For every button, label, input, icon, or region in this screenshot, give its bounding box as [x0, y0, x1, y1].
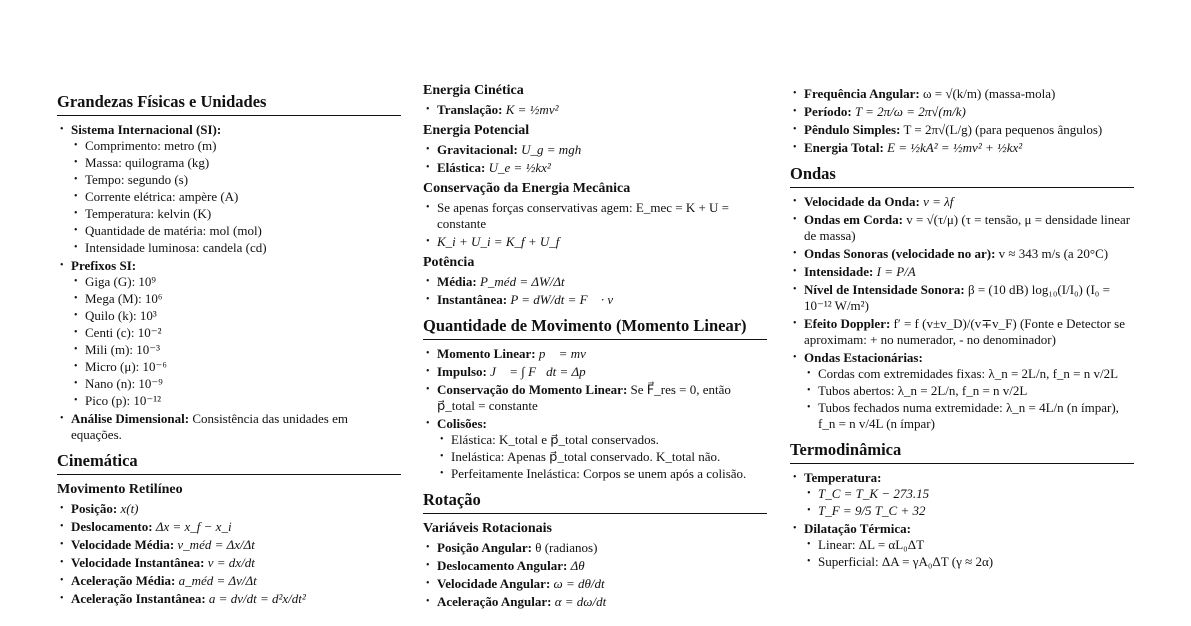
item-formula: p⃗ = mv⃗: [535, 346, 596, 361]
list-item: [790, 104, 1134, 120]
list-item: [423, 540, 767, 556]
colisoes-label: Colisões:: [437, 416, 487, 431]
item-label: Intensidade:: [804, 264, 874, 279]
item-formula: U_e = ½kx²: [485, 160, 551, 175]
list-item: • T_F = 9/5 T_C + 32: [804, 503, 1134, 519]
list-item-prefixos: [57, 258, 401, 409]
section-title-grandezas: Grandezas Físicas e Unidades: [57, 92, 401, 116]
column-2: [423, 78, 767, 612]
item-label: Conservação do Momento Linear:: [437, 382, 628, 397]
list-item: • Quilo (k): 10³: [71, 308, 401, 324]
item-formula: v ≈ 343 m/s (a 20°C): [995, 246, 1109, 261]
column-3: [790, 86, 1134, 572]
list-item: [57, 501, 401, 517]
list-item: • Massa: quilograma (kg): [71, 155, 401, 171]
list-item: • Tempo: segundo (s): [71, 172, 401, 188]
item-label: Impulso:: [437, 364, 487, 379]
list-item: • T_C = T_K − 273.15: [804, 486, 1134, 502]
subsection-title-variaveis-rotacionais: Variáveis Rotacionais: [423, 521, 552, 536]
list-item: • Corrente elétrica: ampère (A): [71, 189, 401, 205]
item-formula: K = ½mv²: [502, 102, 559, 117]
item-label: Efeito Doppler:: [804, 316, 891, 331]
dilatacao-label: Dilatação Térmica:: [804, 521, 911, 536]
section-title-rotacao: Rotação: [423, 490, 767, 514]
item-formula: β = (10 dB) log₁₀(I/I₀) (I₀ = 10⁻¹² W/m²): [804, 282, 1110, 313]
list-item-temperatura: [790, 470, 1134, 519]
list-item: [790, 194, 1134, 210]
list-item: • Elástica: K_total e p⃗_total conservados.: [437, 432, 767, 448]
list-item: [57, 537, 401, 553]
item-formula: v = √(τ/μ) (τ = tensão, μ = densidade linear de massa): [804, 212, 1131, 243]
dimensional-text: Consistência das unidades em equações.: [71, 411, 348, 442]
list-item: [423, 594, 767, 610]
list-item: [57, 591, 401, 607]
list-item: [57, 519, 401, 535]
si-label: Sistema Internacional (SI):: [71, 122, 222, 137]
list-item-dilatacao: [790, 521, 1134, 570]
item-label: Frequência Angular:: [804, 86, 920, 101]
list-item: • Micro (μ): 10⁻⁶: [71, 359, 401, 375]
item-formula: x(t): [117, 501, 139, 516]
list-item: [423, 102, 767, 118]
ondas-estacionarias-label: Ondas Estacionárias:: [804, 350, 923, 365]
item-label: Posição Angular:: [437, 540, 532, 555]
item-label: Energia Total:: [804, 140, 884, 155]
item-formula: Se F⃗_res = 0, então p⃗_total = constante: [437, 382, 731, 413]
list-item: • Se apenas forças conservativas agem: E_mec = K + U = constante: [423, 200, 767, 232]
list-item: • Nano (n): 10⁻⁹: [71, 376, 401, 392]
item-formula: v = λf: [919, 194, 954, 209]
subsection-title-energia-potencial: Energia Potencial: [423, 123, 530, 138]
section-title-cinematica: Cinemática: [57, 451, 401, 475]
item-label: Momento Linear:: [437, 346, 536, 361]
item-formula: a_méd = Δv/Δt: [175, 573, 257, 588]
item-label: Posição:: [71, 501, 118, 516]
list-item-si: [57, 122, 401, 256]
item-formula: v_méd = Δx/Δt: [174, 537, 255, 552]
list-item: • Centi (c): 10⁻²: [71, 325, 401, 341]
list-item: • Quantidade de matéria: mol (mol): [71, 223, 401, 239]
item-label: Elástica:: [437, 160, 486, 175]
section-title-quantidade-movimento: Quantidade de Movimento (Momento Linear): [423, 316, 767, 340]
item-label: Ondas em Corda:: [804, 212, 903, 227]
item-formula: I = P/A: [873, 264, 916, 279]
list-item: [790, 122, 1134, 138]
item-label: Aceleração Instantânea:: [71, 591, 206, 606]
item-formula: ω = √(k/m) (massa-mola): [919, 86, 1056, 101]
item-formula: U_g = mgh: [517, 142, 582, 157]
list-item: • Temperatura: kelvin (K): [71, 206, 401, 222]
list-grandezas: [57, 122, 401, 443]
list-item: • Cordas com extremidades fixas: λ_n = 2L/n, f_n = n v/2L: [804, 366, 1134, 382]
item-formula: f′ = f (v±v_D)/(v∓v_F) (Fonte e Detector se aproximam: + no numerador, - no denominador): [804, 316, 1125, 347]
item-label: Gravitacional:: [437, 142, 518, 157]
item-formula: J⃗ = ∫ F⃗dt = Δp⃗: [486, 364, 596, 379]
list-item-colisoes: [423, 416, 767, 482]
item-formula: T = 2π/ω = 2π√(m/k): [851, 104, 966, 119]
item-label: Instantânea:: [437, 292, 508, 307]
list-item: [790, 264, 1134, 280]
item-label: Velocidade da Onda:: [804, 194, 920, 209]
list-item: [57, 555, 401, 571]
subsection-title-energia-cinetica: Energia Cinética: [423, 83, 524, 98]
dimensional-label: Análise Dimensional:: [71, 411, 190, 426]
list-item: • Giga (G): 10⁹: [71, 274, 401, 290]
item-label: Deslocamento:: [71, 519, 153, 534]
list-item: [57, 573, 401, 589]
item-label: Deslocamento Angular:: [437, 558, 568, 573]
item-label: Velocidade Média:: [71, 537, 175, 552]
list-item: • Comprimento: metro (m): [71, 138, 401, 154]
list-item: [423, 576, 767, 592]
list-item: • Linear: ΔL = αL₀ΔT: [804, 537, 1134, 553]
item-label: Média:: [437, 274, 477, 289]
list-item: • Pico (p): 10⁻¹²: [71, 393, 401, 409]
item-formula: a = dv/dt = d²x/dt²: [205, 591, 306, 606]
list-item: [423, 382, 767, 414]
item-label: Translação:: [437, 102, 503, 117]
item-formula: T = 2π√(L/g) (para pequenos ângulos): [900, 122, 1103, 137]
column-1: [57, 92, 401, 609]
list-item: [790, 316, 1134, 348]
item-formula: E = ½kA² = ½mv² + ½kx²: [883, 140, 1023, 155]
list-item: • K_i + U_i = K_f + U_f: [423, 234, 767, 250]
item-formula: Δx = x_f − x_i: [152, 519, 232, 534]
subsection-title-potencia: Potência: [423, 255, 475, 270]
list-item: [423, 364, 767, 380]
item-label: Pêndulo Simples:: [804, 122, 901, 137]
item-formula: α = dω/dt: [551, 594, 607, 609]
list-item: • Intensidade luminosa: candela (cd): [71, 240, 401, 256]
item-formula: v = dx/dt: [204, 555, 255, 570]
section-title-termodinamica: Termodinâmica: [790, 440, 1134, 464]
item-label: Velocidade Instantânea:: [71, 555, 205, 570]
list-item: [423, 160, 767, 176]
item-formula: θ (radianos): [531, 540, 598, 555]
item-formula: Δθ: [567, 558, 585, 573]
list-item: [790, 86, 1134, 102]
prefixos-label: Prefixos SI:: [71, 258, 137, 273]
item-label: Velocidade Angular:: [437, 576, 551, 591]
temperatura-label: Temperatura:: [804, 470, 882, 485]
list-cinematica: [57, 501, 401, 607]
item-label: Aceleração Angular:: [437, 594, 552, 609]
item-label: Nível de Intensidade Sonora:: [804, 282, 965, 297]
list-item: • Tubos fechados numa extremidade: λ_n = 4L/n (n ímpar), f_n = n v/4L (n ímpar): [804, 400, 1134, 432]
item-label: Período:: [804, 104, 852, 119]
list-item: [423, 274, 767, 290]
list-item: • Tubos abertos: λ_n = 2L/n, f_n = n v/2L: [804, 383, 1134, 399]
list-item: [423, 558, 767, 574]
list-item: [790, 282, 1134, 314]
list-item: • Mili (m): 10⁻³: [71, 342, 401, 358]
list-item: [423, 292, 767, 308]
item-label: Ondas Sonoras (velocidade no ar):: [804, 246, 996, 261]
list-item: • Mega (M): 10⁶: [71, 291, 401, 307]
subsection-title-mov-retilineo: Movimento Retilíneo: [57, 482, 183, 497]
list-item: [790, 140, 1134, 156]
item-formula: P_méd = ΔW/Δt: [476, 274, 565, 289]
list-item: • Perfeitamente Inelástica: Corpos se unem após a colisão.: [437, 466, 767, 482]
list-item: [423, 142, 767, 158]
list-item: [790, 212, 1134, 244]
item-formula: ω = dθ/dt: [550, 576, 605, 591]
list-item: • Superficial: ΔA = γA₀ΔT (γ ≈ 2α): [804, 554, 1134, 570]
list-item: [790, 246, 1134, 262]
list-item: • Inelástica: Apenas p⃗_total conservado. K_total não.: [437, 449, 767, 465]
section-title-ondas: Ondas: [790, 164, 1134, 188]
item-label: Aceleração Média:: [71, 573, 176, 588]
item-formula: P = dW/dt = F⃗ · v⃗: [507, 292, 624, 307]
list-item-ondas-estacionarias: [790, 350, 1134, 432]
list-item: [423, 346, 767, 362]
subsection-title-conservacao-energia: Conservação da Energia Mecânica: [423, 181, 631, 196]
list-item-dimensional: [57, 411, 401, 443]
